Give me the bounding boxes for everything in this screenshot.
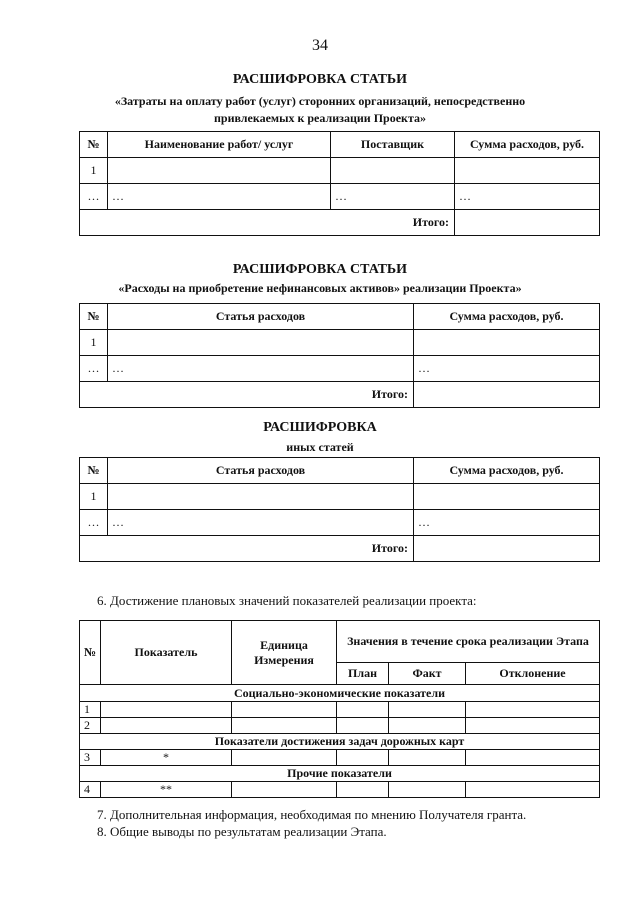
total-row bbox=[80, 210, 600, 236]
cell-indicator bbox=[101, 718, 232, 734]
section3-title: РАСШИФРОВКА bbox=[263, 420, 377, 435]
cell-amount: … bbox=[455, 184, 600, 210]
table-row bbox=[80, 510, 600, 536]
item7 bbox=[97, 807, 526, 823]
cell-work-name bbox=[108, 158, 331, 184]
cell-expense-item: … bbox=[108, 356, 414, 382]
cell-work-name: … bbox=[108, 184, 331, 210]
header-expense-item: Статья расходов bbox=[108, 304, 414, 330]
cell-fact bbox=[389, 702, 466, 718]
cell-plan bbox=[337, 782, 389, 798]
table-row bbox=[80, 702, 600, 718]
cell-unit bbox=[232, 750, 337, 766]
header-supplier: Поставщик bbox=[331, 132, 455, 158]
group-row bbox=[80, 685, 600, 702]
cell-fact bbox=[389, 750, 466, 766]
table-row bbox=[80, 782, 600, 798]
item8-number: 8. bbox=[97, 824, 107, 839]
table-row bbox=[80, 158, 600, 184]
item6 bbox=[97, 593, 477, 609]
group-row bbox=[80, 766, 600, 782]
cell-number: … bbox=[80, 356, 108, 382]
cell-expense-item: … bbox=[108, 510, 414, 536]
cell-supplier bbox=[331, 158, 455, 184]
header-number: № bbox=[80, 304, 108, 330]
cell-fact bbox=[389, 782, 466, 798]
header-values: Значения в течение срока реализации Этапа bbox=[337, 621, 600, 663]
cell-amount bbox=[414, 330, 600, 356]
page-number: 34 bbox=[312, 37, 328, 54]
item8 bbox=[97, 824, 387, 840]
cell-number: … bbox=[80, 184, 108, 210]
item7-number: 7. bbox=[97, 807, 107, 822]
table-row bbox=[80, 330, 600, 356]
cell-unit bbox=[232, 702, 337, 718]
section2-table bbox=[79, 303, 600, 408]
total-row bbox=[80, 382, 600, 408]
header-indicator: Показатель bbox=[101, 621, 232, 685]
cell-expense-item bbox=[108, 330, 414, 356]
header-number: № bbox=[80, 621, 101, 685]
header-amount: Сумма расходов, руб. bbox=[455, 132, 600, 158]
table-row bbox=[80, 184, 600, 210]
cell-number: … bbox=[80, 510, 108, 536]
header-plan: План bbox=[337, 663, 389, 685]
cell-number: 1 bbox=[80, 330, 108, 356]
cell-amount: … bbox=[414, 356, 600, 382]
cell-deviation bbox=[466, 782, 600, 798]
cell-number: 3 bbox=[80, 750, 101, 766]
item8-text: Общие выводы по результатам реализации Этапа. bbox=[110, 824, 387, 839]
total-value bbox=[455, 210, 600, 236]
cell-amount: … bbox=[414, 510, 600, 536]
header-unit: Единица Измерения bbox=[232, 621, 337, 685]
total-label: Итого: bbox=[80, 536, 414, 562]
cell-indicator: * bbox=[101, 750, 232, 766]
item7-text: Дополнительная информация, необходимая по мнению Получателя гранта. bbox=[110, 807, 527, 822]
section1-subtitle-line2: привлекаемых к реализации Проекта» bbox=[213, 111, 426, 125]
cell-unit bbox=[232, 718, 337, 734]
total-label: Итого: bbox=[80, 382, 414, 408]
section2-subtitle: «Расходы на приобретение нефинансовых активов» реализации Проекта» bbox=[118, 281, 522, 295]
group-socio-economic: Социально-экономические показатели bbox=[80, 685, 600, 702]
total-value bbox=[414, 536, 600, 562]
header-number: № bbox=[80, 458, 108, 484]
header-expense-item: Статья расходов bbox=[108, 458, 414, 484]
section1-subtitle-line1: «Затраты на оплату работ (услуг) сторонних организаций, непосредственно bbox=[114, 94, 526, 108]
cell-number: 1 bbox=[80, 158, 108, 184]
table-row bbox=[80, 356, 600, 382]
group-row bbox=[80, 734, 600, 750]
section1-table bbox=[79, 131, 600, 236]
cell-plan bbox=[337, 750, 389, 766]
header-fact: Факт bbox=[389, 663, 466, 685]
table-header-row bbox=[80, 132, 600, 158]
cell-deviation bbox=[466, 718, 600, 734]
table-row bbox=[80, 484, 600, 510]
cell-number: 4 bbox=[80, 782, 101, 798]
header-work-name: Наименование работ/ услуг bbox=[108, 132, 331, 158]
table-header-row bbox=[80, 304, 600, 330]
cell-deviation bbox=[466, 702, 600, 718]
cell-supplier: … bbox=[331, 184, 455, 210]
item6-number: 6. bbox=[97, 593, 107, 608]
header-amount: Сумма расходов, руб. bbox=[414, 458, 600, 484]
cell-expense-item bbox=[108, 484, 414, 510]
table-header-row bbox=[80, 621, 600, 663]
section2-title: РАСШИФРОВКА СТАТЬИ bbox=[232, 262, 408, 277]
cell-number: 1 bbox=[80, 702, 101, 718]
table-row bbox=[80, 750, 600, 766]
total-value bbox=[414, 382, 600, 408]
header-deviation: Отклонение bbox=[466, 663, 600, 685]
cell-number: 2 bbox=[80, 718, 101, 734]
cell-plan bbox=[337, 702, 389, 718]
table-row bbox=[80, 718, 600, 734]
total-row bbox=[80, 536, 600, 562]
section3-table bbox=[79, 457, 600, 562]
cell-fact bbox=[389, 718, 466, 734]
cell-indicator bbox=[101, 702, 232, 718]
item6-text: Достижение плановых значений показателей реализации проекта: bbox=[110, 593, 477, 608]
header-number: № bbox=[80, 132, 108, 158]
cell-unit bbox=[232, 782, 337, 798]
group-other: Прочие показатели bbox=[80, 766, 600, 782]
cell-amount bbox=[455, 158, 600, 184]
cell-number: 1 bbox=[80, 484, 108, 510]
cell-indicator: ** bbox=[101, 782, 232, 798]
header-amount: Сумма расходов, руб. bbox=[414, 304, 600, 330]
table-header-row bbox=[80, 458, 600, 484]
cell-plan bbox=[337, 718, 389, 734]
section3-subtitle: иных статей bbox=[286, 440, 354, 454]
total-label: Итого: bbox=[80, 210, 455, 236]
cell-amount bbox=[414, 484, 600, 510]
indicators-table bbox=[79, 620, 600, 798]
section1-title: РАСШИФРОВКА СТАТЬИ bbox=[232, 72, 408, 87]
cell-deviation bbox=[466, 750, 600, 766]
group-roadmap-tasks: Показатели достижения задач дорожных карт bbox=[80, 734, 600, 750]
